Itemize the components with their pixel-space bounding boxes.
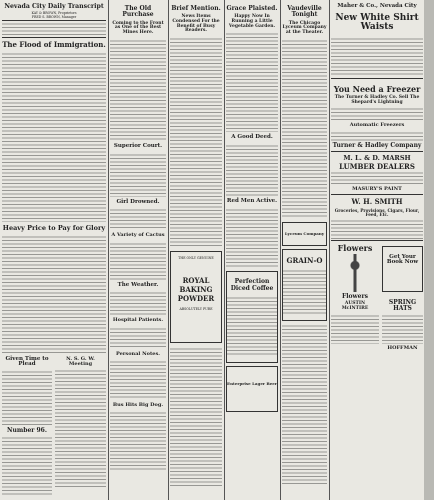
headline-superior-court: Superior Court. — [113, 142, 163, 149]
flower-illustration — [339, 254, 371, 292]
masthead-proprietor: KAY & BROWN, Proprietors — [31, 11, 77, 15]
ad-perfection-coffee — [226, 271, 278, 363]
ad-turner-1: The Turner & Hadley Co. Sell The Shepard's Lightning — [334, 95, 420, 105]
column-1 — [2, 0, 106, 500]
headline-number-96: Number 96. — [7, 427, 47, 435]
headline-brief-mention: Brief Mention. — [171, 5, 221, 12]
headline-immigration: The Flood of Immigration. — [2, 40, 106, 50]
ad-auto-freezer: Automatic Freezers — [349, 122, 405, 129]
ad-royal-baking-powder: THE ONLY GENUINE ROYAL BAKING POWDER ABSOLUTELY PURE — [170, 251, 222, 343]
ad-austin: AUSTIN McINTIRE — [341, 301, 369, 311]
page-edge — [424, 0, 434, 500]
ad-get-your-book — [382, 246, 423, 292]
ad-turner-2: Turner & Hadley Company — [332, 141, 422, 149]
ad-spring-hats: SPRING HATS — [388, 298, 417, 312]
headline-hospital: Hospital Patients. — [112, 317, 164, 324]
royal-text: ROYAL BAKING POWDER — [177, 276, 215, 304]
ad-lyceum-company — [282, 222, 327, 246]
headline-weather: The Weather. — [117, 281, 159, 288]
ad-smith: W. H. SMITH — [351, 197, 403, 207]
column-6-ads — [331, 0, 423, 500]
headline-personal: Personal Notes. — [115, 350, 161, 357]
column-2 — [110, 0, 166, 500]
subhead-lyceum: The Chicago Lyceum Company at the Theater. — [282, 20, 327, 36]
ad-marsh: M. L. & D. MARSH — [343, 154, 411, 163]
column-5 — [282, 0, 327, 500]
subhead-news-items: News Items Condensed For the Benefit of Busy Readers. — [172, 14, 220, 34]
get-your-book-text: Get Your Book Now — [386, 253, 419, 266]
ad-enterprise-beer — [226, 366, 278, 412]
column-4 — [226, 0, 278, 500]
subhead-coming-front: Coming to the Front as One of the Best Mines Here. — [112, 20, 164, 36]
enterprise-text: Enterprise Lager Beer — [227, 380, 277, 386]
masthead-title: Nevada City Daily Transcript — [4, 3, 104, 10]
headline-vaudeville: Vaudeville Tonight — [287, 5, 322, 19]
headline-heavy-price: Heavy Price to Pay for Glory — [2, 223, 106, 232]
headline-old-purchase: The Old Purchase — [122, 5, 154, 19]
headline-grace-plaisted: Grace Plaisted. — [226, 5, 278, 12]
headline-good-deed: A Good Deed. — [231, 134, 273, 141]
ad-freezer: You Need a Freezer — [333, 83, 421, 94]
headline-girl-drowned: Girl Drowned. — [116, 198, 160, 205]
ad-hoffman: HOFFMAN — [387, 345, 418, 352]
headline-bus-hits: Bus Hits Big Dog. — [112, 401, 164, 408]
headline-given-time: Given Time to Plead — [5, 355, 49, 368]
perfection-text: Perfection Diced Coffee — [230, 277, 274, 292]
headline-variety-cactus: A Variety of Cactus — [111, 232, 165, 239]
ad-groceries: Groceries, Provisions, Cigars, Flour, Feed, Etc. — [334, 207, 420, 218]
ad-maher-title: Maher & Co., Nevada City — [337, 3, 417, 9]
masthead-manager: FRED S. BROWN, Manager — [31, 15, 77, 20]
ad-shirt-waists: New White Shirt Waists — [335, 12, 419, 33]
headline-nsgw: N. S. G. W. Meeting — [66, 355, 95, 367]
ad-flowers-2: Flowers — [341, 292, 369, 300]
subhead-happy-evening: Happy Now In Running a Little Vegetable Garden. — [228, 14, 276, 29]
ad-grain-o — [282, 249, 327, 321]
ad-paint: MASURY'S PAINT — [352, 186, 402, 193]
headline-red-men: Red Men Active. — [226, 198, 278, 205]
absolutely-pure: ABSOLUTELY PURE — [179, 307, 213, 312]
ad-flowers: Flowers — [337, 242, 373, 253]
grain-o-text: GRAIN-O — [286, 255, 323, 265]
lyceum-company-text: Lyceum Company — [284, 230, 325, 236]
ad-lumber: LUMBER DEALERS — [339, 161, 415, 171]
column-3 — [170, 0, 222, 500]
